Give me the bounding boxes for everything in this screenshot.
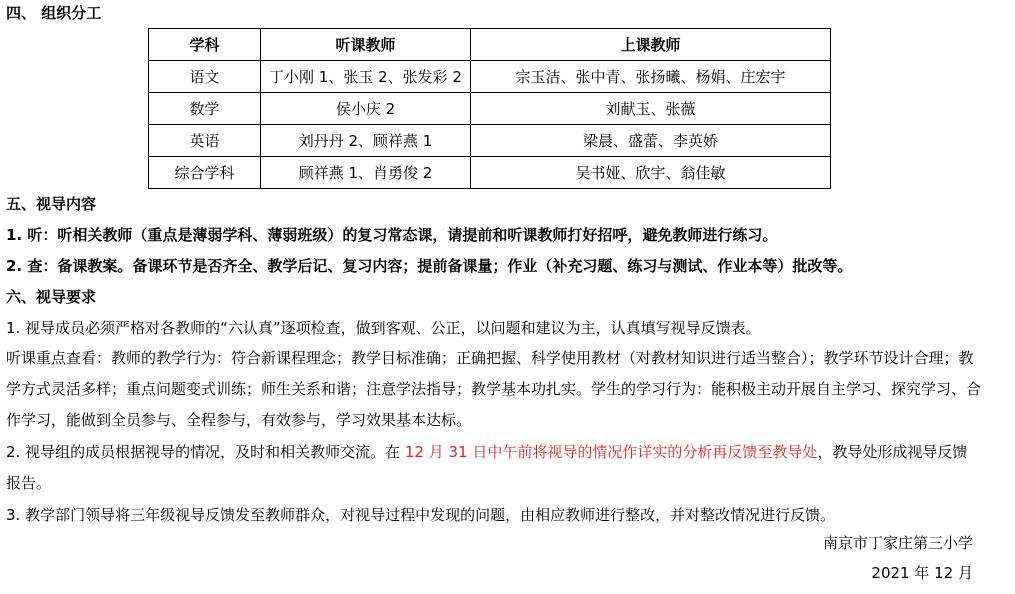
- cell-lecturers: 刘献玉、张薇: [471, 93, 831, 125]
- item-2-text-end: ，教导处形成视导反馈报告。: [6, 443, 968, 492]
- section-5-heading: 五、视导内容: [6, 195, 97, 213]
- signature-organization: 南京市丁家庄第三小学: [822, 534, 973, 552]
- cell-subject: 数学: [149, 93, 261, 125]
- section-5-item-2: 2. 查：备课教案。备课环节是否齐全、教学后记、复习内容；提前备课量；作业（补充习题、练习与测试、作业本等）批改等。: [6, 257, 853, 275]
- section-6-item-3: 3. 教学部门领导将三年级视导反馈发至教师群众，对视导过程中发现的问题，由相应教师进行整改，并对整改情况进行反馈。: [6, 506, 836, 524]
- cell-subject: 语文: [149, 61, 261, 93]
- cell-lecturers: 梁晨、盛蕾、李英娇: [471, 125, 831, 157]
- section-5-item-1: 1. 听：听相关教师（重点是薄弱学科、薄弱班级）的复习常态课，请提前和听课教师打好招呼，避免教师进行练习。: [6, 226, 778, 244]
- item-2-text: 2. 视导组的成员根据视导的情况，及时和相关教师交流。在: [6, 443, 405, 461]
- section-6-item-2: [6, 437, 981, 499]
- cell-observers: 丁小刚 1、张玉 2、张发彩 2: [261, 61, 471, 93]
- header-subject: 学科: [149, 29, 261, 61]
- table-row: [149, 61, 831, 93]
- table-row: [149, 125, 831, 157]
- cell-lecturers: 宗玉洁、张中青、张扬曦、杨娟、庄宏宇: [471, 61, 831, 93]
- cell-observers: 侯小庆 2: [261, 93, 471, 125]
- cell-subject: 英语: [149, 125, 261, 157]
- table-row: [149, 157, 831, 189]
- cell-subject: 综合学科: [149, 157, 261, 189]
- cell-observers: 顾祥燕 1、肖勇俊 2: [261, 157, 471, 189]
- organization-table: [148, 28, 831, 189]
- deadline-highlight: 12 月 31 日中午前将视导的情况作详实的分析再反馈至教导处: [404, 443, 818, 461]
- section-6-heading: 六、视导要求: [6, 288, 97, 306]
- section-6-item-1: 1. 视导成员必须严格对各教师的“六认真”逐项检查，做到客观、公正，以问题和建议为主，认真填写视导反馈表。: [6, 319, 761, 337]
- header-observing-teachers: 听课教师: [261, 29, 471, 61]
- header-lecturing-teachers: 上课教师: [471, 29, 831, 61]
- table-row: [149, 93, 831, 125]
- cell-lecturers: 吴书娅、欣宇、翁佳敏: [471, 157, 831, 189]
- table-header-row: [149, 29, 831, 61]
- signature-date: 2021 年 12 月: [871, 564, 973, 582]
- cell-observers: 刘丹丹 2、顾祥燕 1: [261, 125, 471, 157]
- section-4-heading: 四、 组织分工: [6, 4, 102, 22]
- lesson-focus-paragraph: 听课重点查看：教师的教学行为：符合新课程理念；教学目标准确；正确把握、科学使用教材（对教材知识进行适当整合）；教学环节设计合理；教学方式灵活多样；重点问题变式训练；师生关系和谐；注意学法指导；教学基本功扎实。学生的学习行为：能积极主动开展自主学习、探究学习、合作学习，能做到全员参与、全程参与，有效参与，学习效果基本达标。: [6, 349, 982, 429]
